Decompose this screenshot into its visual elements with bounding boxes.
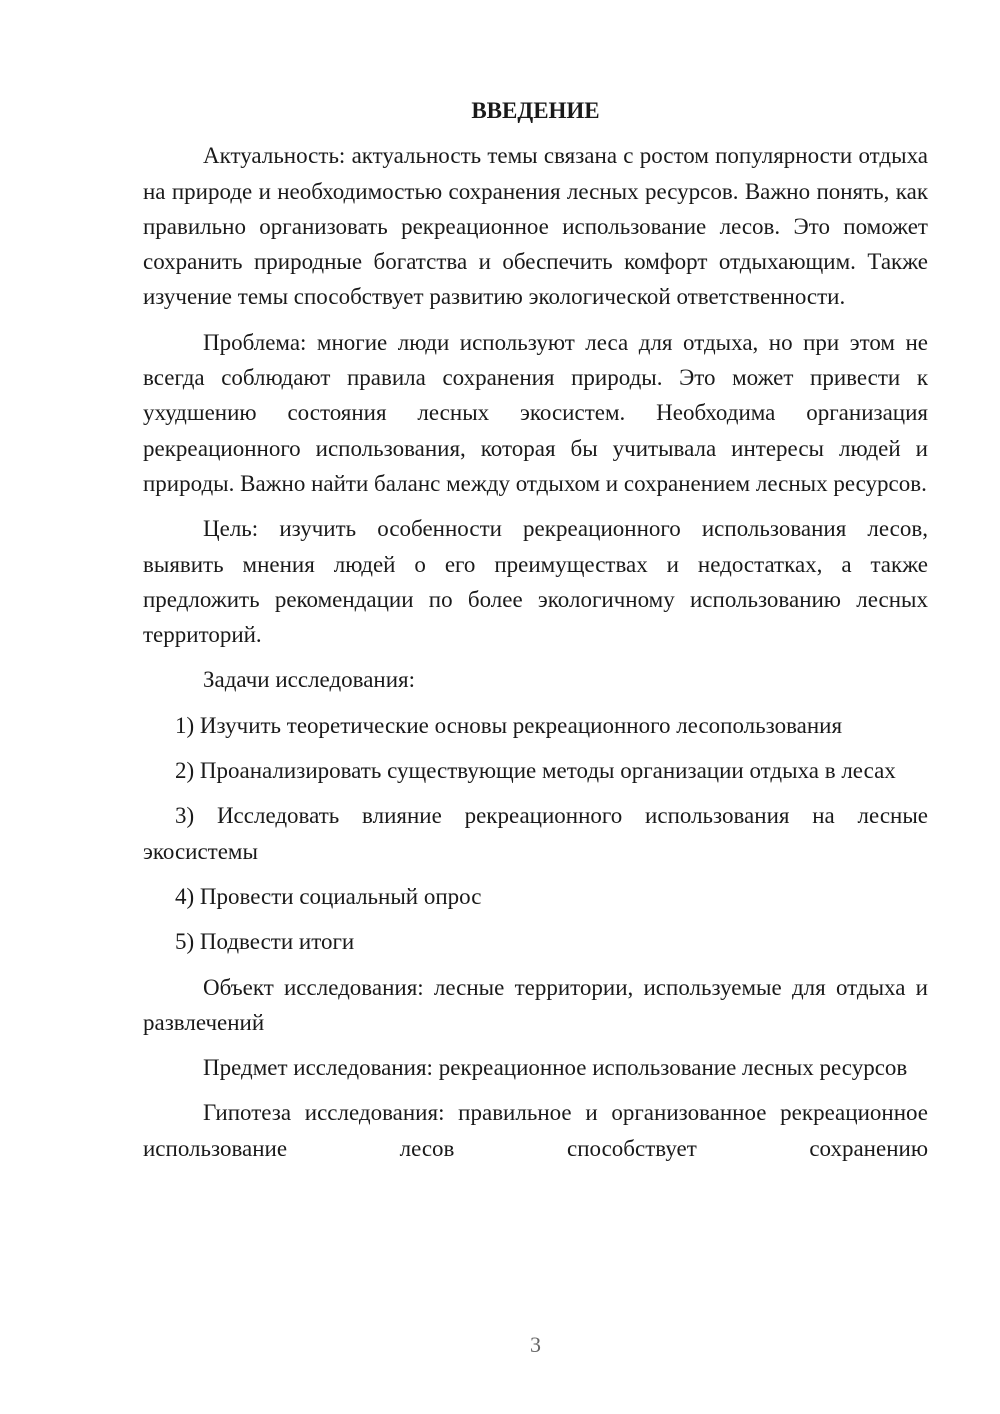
task-item: 2) Проанализировать существующие методы организации отдыха в лесах [175,758,896,784]
paragraph-problem: Проблема: многие люди используют леса для отдыха, но при этом не всегда соблюдают правила сохранения природы. Это может привести к ухудшению состояния лесных экосистем. Необходима организация рекреационного использования, которая бы учитывала интересы людей и природы. Важно найти баланс между отдыхом и сохранением лесных ресурсов. [143,329,928,496]
paragraph-object: Объект исследования: лесные территории, используемые для отдыха и развлечений [143,974,928,1035]
task-item: 1) Изучить теоретические основы рекреационного лесопользования [175,712,843,738]
document-page [143,93,928,1176]
paragraph-goal: Цель: изучить особенности рекреационного использования лесов, выявить мнения людей о его преимуществах и недостатках, а также предложить рекомендации по более экологичному использованию лесных территорий. [143,516,928,648]
paragraph-relevance: Актуальность: актуальность темы связана с ростом популярности отдыха на природе и необходимостью сохранения лесных ресурсов. Важно понять, как правильно организовать рекреационное использование лесов. Это поможет сохранить природные богатства и обеспечить комфорт отдыхающим. Также изучение темы способствует развитию экологической ответственности. [143,143,928,310]
paragraph-tasks-heading: Задачи исследования: [203,667,416,693]
section-title: ВВЕДЕНИЕ [471,98,600,123]
page-number: 3 [530,1332,541,1357]
task-item: 5) Подвести итоги [175,929,355,955]
paragraph-subject: Предмет исследования: рекреационное использование лесных ресурсов [203,1055,908,1081]
task-item: 4) Провести социальный опрос [175,883,482,909]
paragraph-hypothesis: Гипотеза исследования: правильное и организованное рекреационное использование лесов способствует сохранению [143,1100,928,1161]
task-item: 3) Исследовать влияние рекреационного использования на лесные экосистемы [143,803,928,864]
